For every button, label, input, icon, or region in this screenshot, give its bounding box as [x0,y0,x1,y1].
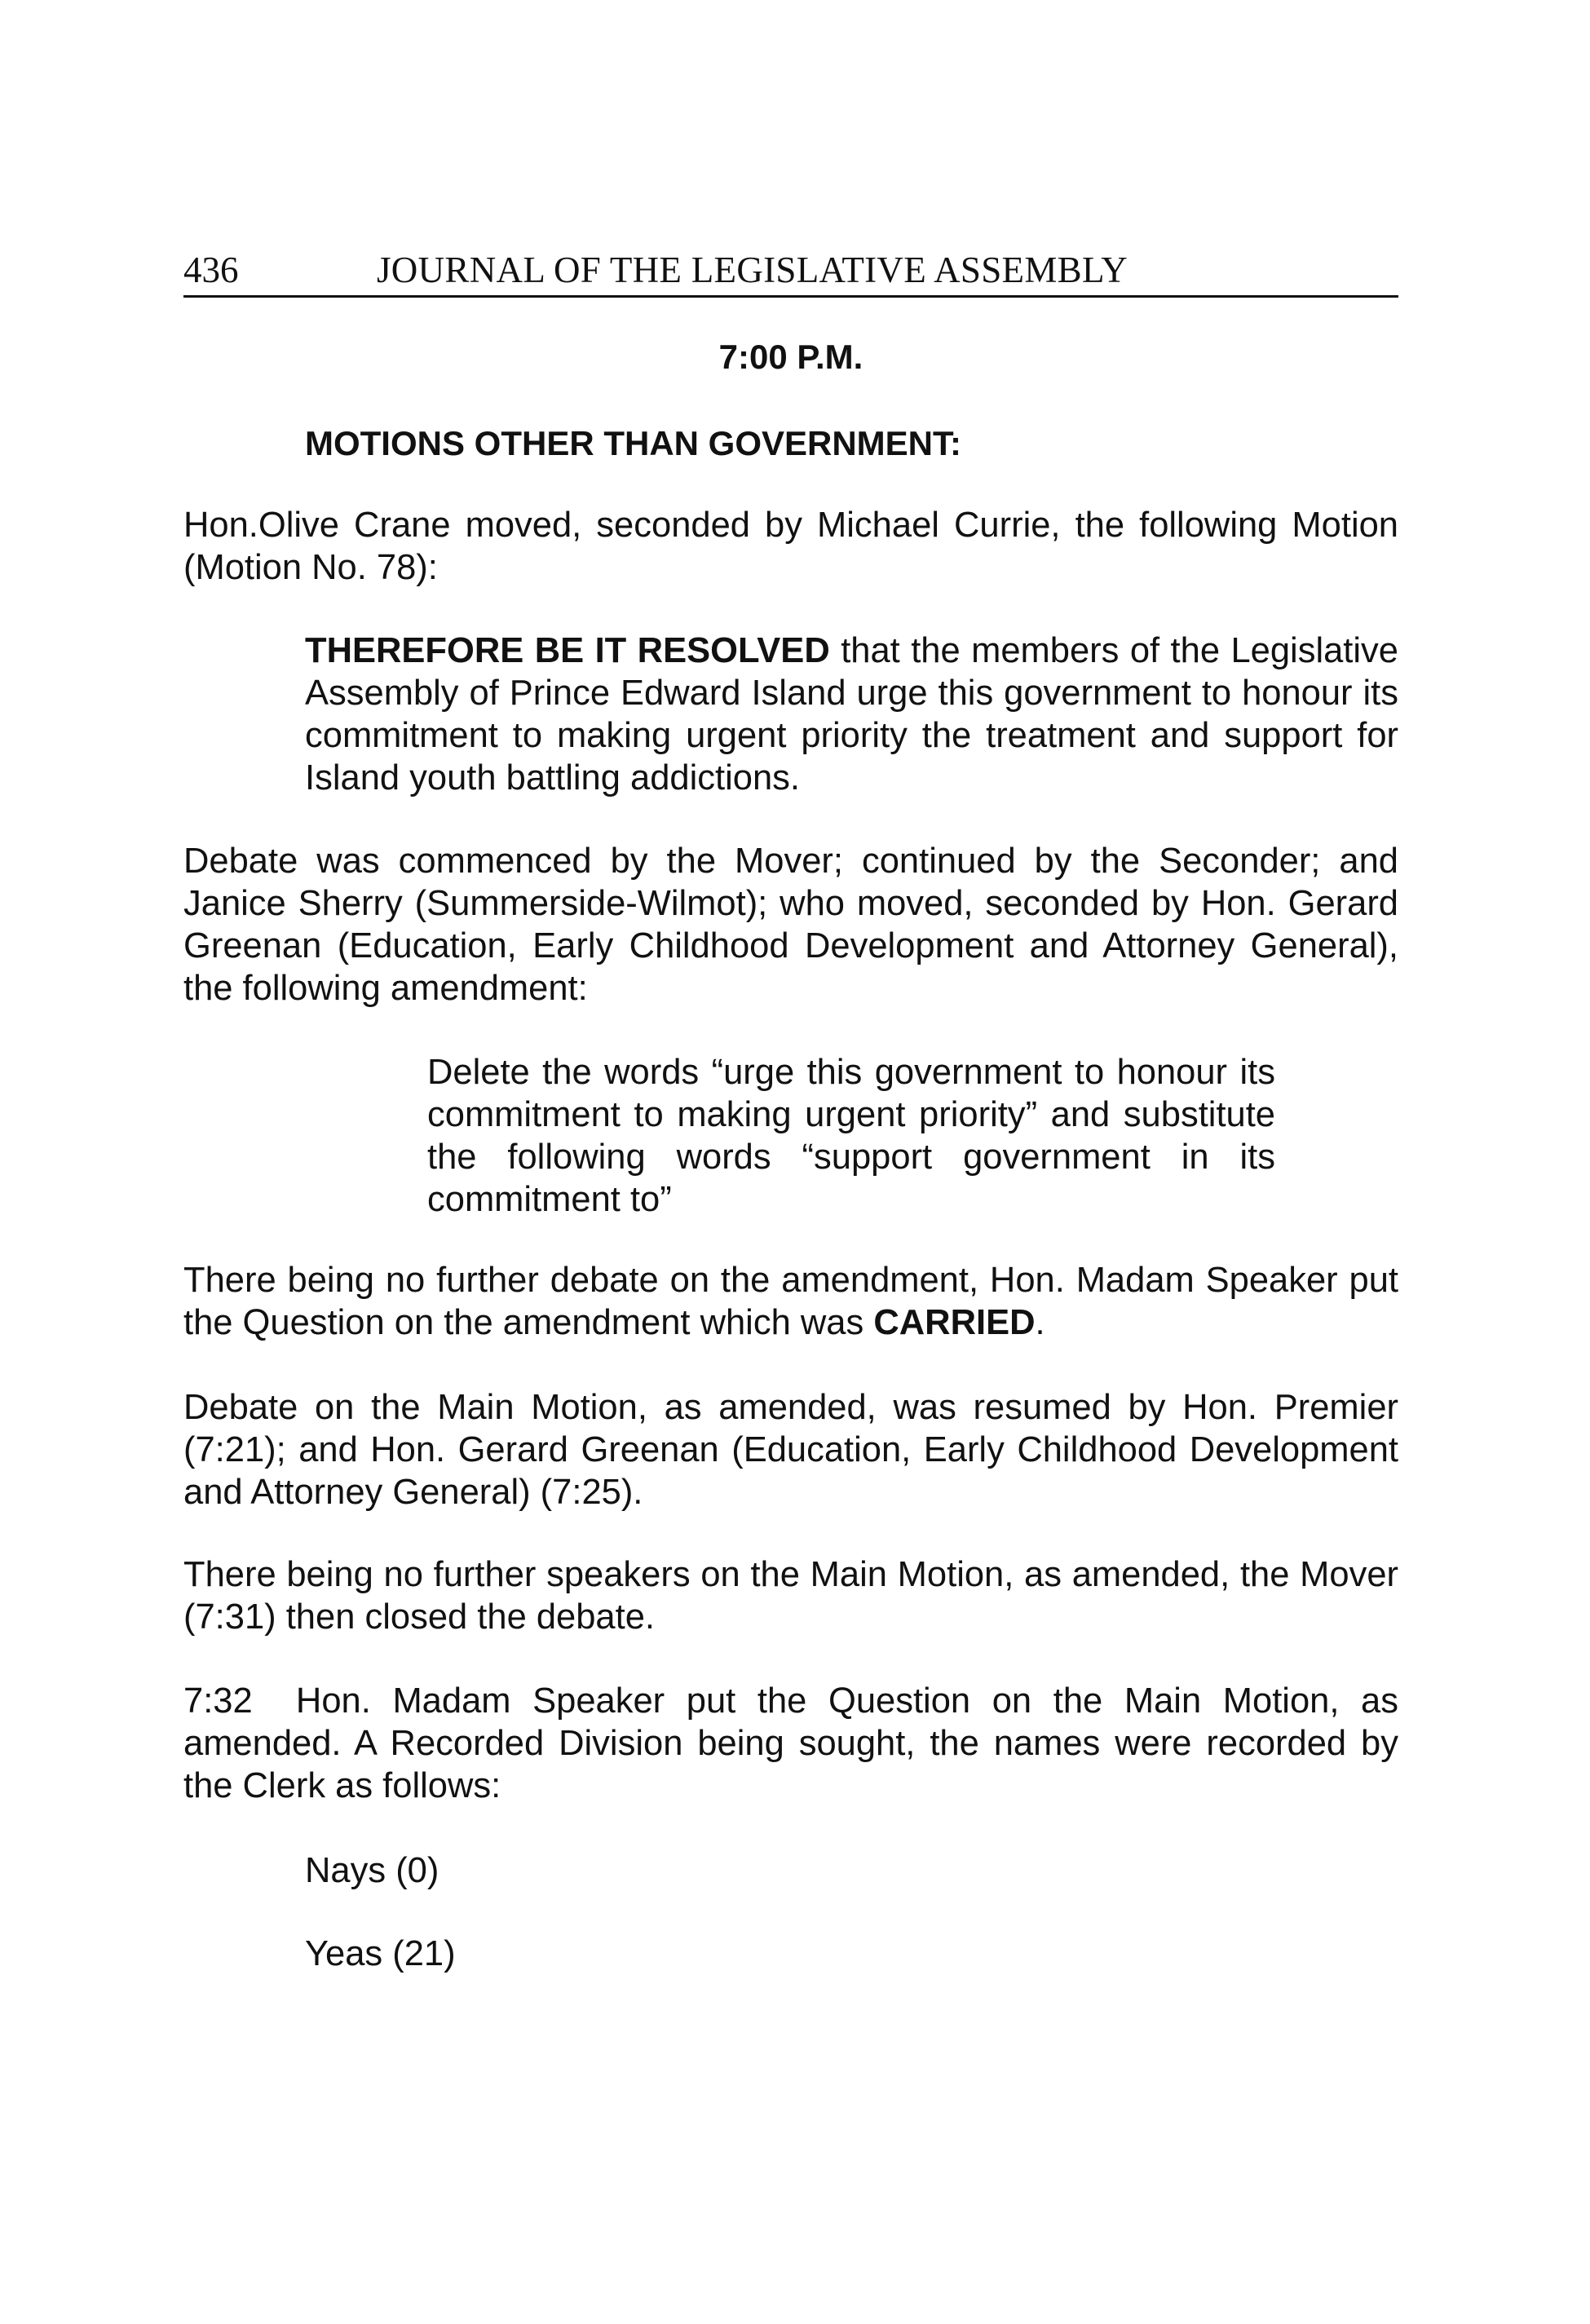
yeas-count: Yeas (21) [305,1934,456,1973]
nays-count: Nays (0) [305,1851,439,1890]
resolution-text: that the members of the Legislative Assembly of Prince Edward Island urge this government to honour its commitment to making urgent priority the treatment and support for Island youth battling addictions. [305,631,1399,797]
section-heading: MOTIONS OTHER THAN GOVERNMENT: [305,424,961,462]
journal-title: JOURNAL OF THE LEGISLATIVE ASSEMBLY [377,250,1128,290]
page-number: 436 [183,250,239,290]
amendment-result-text: There being no further debate on the amendment, Hon. Madam Speaker put the Question on the amendment which was [183,1261,1398,1342]
resolution-paragraph [305,630,1398,799]
page-header [183,245,1398,298]
amendment-text: Delete the words “urge this government to honour its commitment to making urgent priority” and substitute the following words “support government in its commitment to” [427,1053,1275,1219]
motion-intro-paragraph: Hon.Olive Crane moved, seconded by Michael Currie, the following Motion (Motion No. 78): [183,506,1398,587]
amendment-result-paragraph [183,1259,1398,1344]
amendment-result-status: CARRIED [873,1303,1036,1342]
time-heading: 7:00 P.M. [718,338,863,376]
resolution-lead: THEREFORE BE IT RESOLVED [305,631,830,670]
closing-debate-paragraph: There being no further speakers on the Main Motion, as amended, the Mover (7:31) then closed the debate. [183,1555,1398,1637]
amendment-result-end: . [1035,1303,1045,1342]
main-motion-debate-paragraph: Debate on the Main Motion, as amended, was resumed by Hon. Premier (7:21); and Hon. Gerard Greenan (Education, Early Childhood Development and Attorney General) (7:25). [183,1388,1398,1512]
debate-intro-paragraph: Debate was commenced by the Mover; continued by the Seconder; and Janice Sherry (Summerside-Wilmot); who moved, seconded by Hon. Gerard Greenan (Education, Early Childhood Development and Attorney General), the following amendment: [183,842,1398,1008]
question-put-paragraph: 7:32 Hon. Madam Speaker put the Question on the Main Motion, as amended. A Recorded Division being sought, the names were recorded by the Clerk as follows: [183,1681,1409,1805]
